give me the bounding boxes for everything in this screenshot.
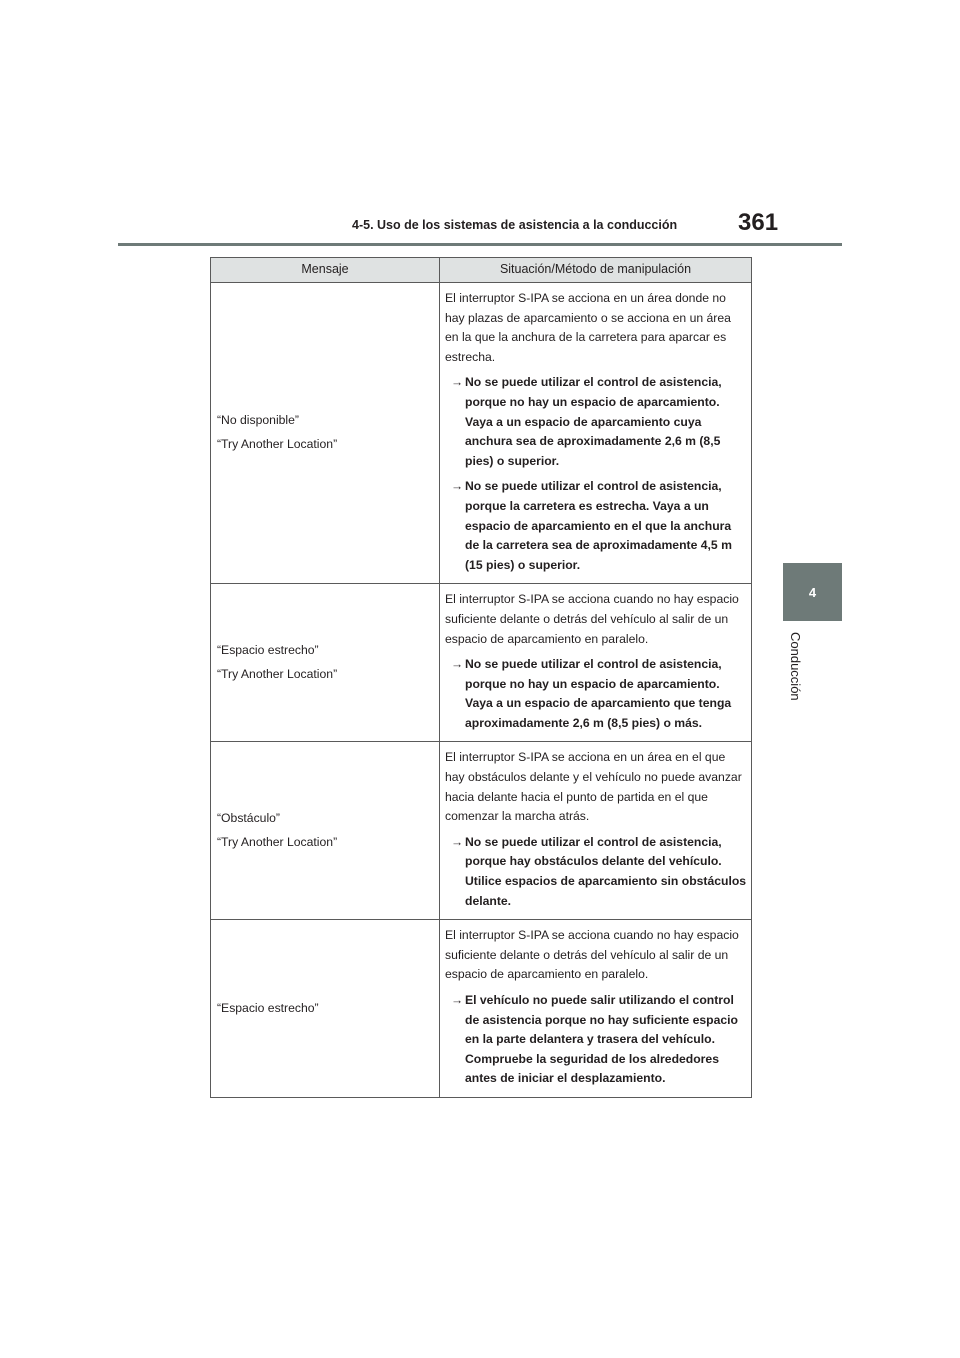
chapter-label: Conducción xyxy=(788,632,803,701)
table-row xyxy=(211,920,752,1098)
situation-cell xyxy=(440,584,752,742)
section-title: 4-5. Uso de los sistemas de asistencia a la conducción xyxy=(352,218,678,232)
message-text: “Obstáculo” xyxy=(217,810,280,825)
message-cell xyxy=(211,584,440,742)
message-text: “Espacio estrecho” xyxy=(217,642,319,657)
chapter-label-wrap xyxy=(784,632,810,712)
action-item xyxy=(445,373,747,471)
message-text: “Try Another Location” xyxy=(217,834,338,849)
table-row xyxy=(211,283,752,584)
situation-cell xyxy=(440,742,752,920)
action-item xyxy=(445,833,747,911)
action-text: El vehículo no puede salir utilizando el control de asistencia porque no hay suficiente espacio en la parte delantera y trasera del vehículo. Compruebe la seguridad de los alrededores antes de iniciar el desplazamiento. xyxy=(465,993,738,1086)
table-header-row xyxy=(211,258,752,283)
situation-text: El interruptor S-IPA se acciona cuando no hay espacio suficiente delante o detrás del vehículo al salir de un espacio de aparcamiento en paralelo. xyxy=(445,928,739,982)
situation-text: El interruptor S-IPA se acciona en un área en el que hay obstáculos delante y el vehículo no puede avanzar hacia delante hacia el punto de partida en el que comenzar la marcha atrás. xyxy=(445,750,742,824)
action-text: No se puede utilizar el control de asistencia, porque no hay un espacio de aparcamiento. Vaya a un espacio de aparcamiento cuya anchura sea de aproximadamente 2,6 m (8,5 pies) o superior. xyxy=(465,375,722,468)
message-text: “No disponible” xyxy=(217,413,299,428)
action-item xyxy=(445,991,747,1089)
message-text: “Espacio estrecho” xyxy=(217,1000,319,1015)
chapter-tab xyxy=(783,563,842,621)
message-cell xyxy=(211,920,440,1098)
table-row xyxy=(211,742,752,920)
table-row xyxy=(211,584,752,742)
page-number: 361 xyxy=(738,209,779,236)
arrow-right-icon: → xyxy=(451,375,464,390)
action-text: No se puede utilizar el control de asistencia, porque la carretera es estrecha. Vaya a un espacio de aparcamiento en el que la anchura de la carretera sea de aproximadamente 4,5 m (15 pies) o superior. xyxy=(465,479,732,572)
action-item xyxy=(445,477,747,575)
action-item xyxy=(445,655,747,733)
arrow-right-icon: → xyxy=(451,479,464,494)
column-header-situation: Situación/Método de manipulación xyxy=(440,258,752,283)
message-cell xyxy=(211,283,440,584)
situation-text: El interruptor S-IPA se acciona en un área donde no hay plazas de aparcamiento o se acciona en un área en la que la anchura de la carretera para aparcar es estrecha. xyxy=(445,291,731,364)
message-text: “Try Another Location” xyxy=(217,437,338,452)
arrow-right-icon: → xyxy=(451,993,464,1007)
situation-text: El interruptor S-IPA se acciona cuando no hay espacio suficiente delante o detrás del vehículo al salir de un espacio de aparcamiento en paralelo. xyxy=(445,592,739,646)
column-header-message: Mensaje xyxy=(211,258,440,283)
action-text: No se puede utilizar el control de asistencia, porque hay obstáculos delante del vehículo. Utilice espacios de aparcamiento sin obstáculos delante. xyxy=(465,834,747,908)
chapter-number: 4 xyxy=(808,584,817,600)
message-table xyxy=(210,257,752,1098)
arrow-right-icon: → xyxy=(451,834,464,849)
message-text: “Try Another Location” xyxy=(217,666,338,681)
arrow-right-icon: → xyxy=(451,657,464,672)
situation-cell xyxy=(440,283,752,584)
header-divider xyxy=(118,243,842,246)
situation-cell xyxy=(440,920,752,1098)
message-cell xyxy=(211,742,440,920)
action-text: No se puede utilizar el control de asistencia, porque no hay un espacio de aparcamiento. Vaya a un espacio de aparcamiento que tenga aproximadamente 2,6 m (8,5 pies) o más. xyxy=(465,657,732,730)
